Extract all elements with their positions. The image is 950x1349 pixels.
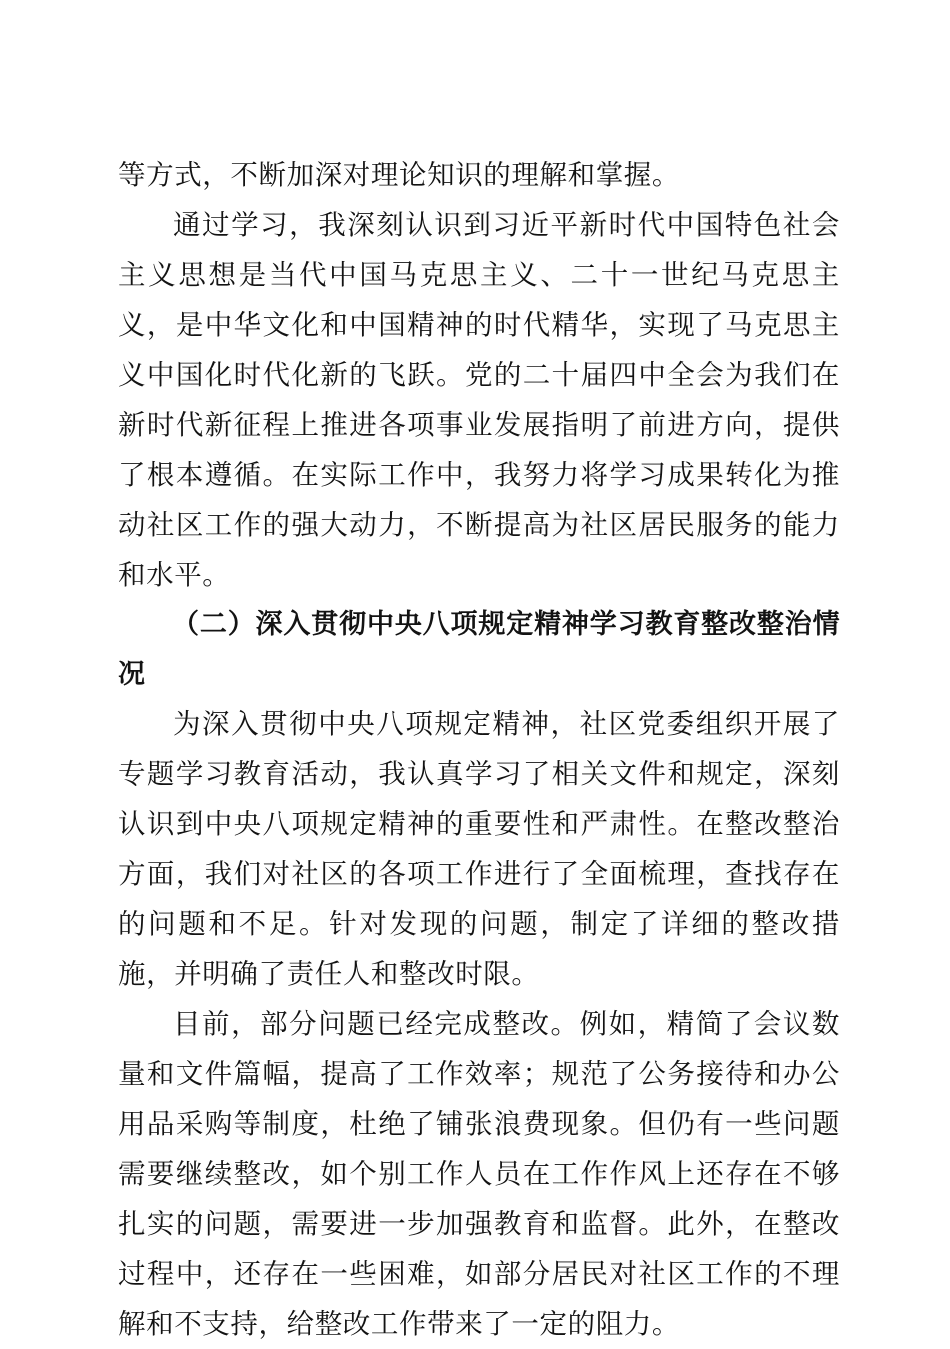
section-heading: （二）深入贯彻中央八项规定精神学习教育整改整治情况 [118,609,840,690]
paragraph: 目前，部分问题已经完成整改。例如，精简了会议数量和文件篇幅，提高了工作效率；规范了公务接待和办公用品采购等制度，杜绝了铺张浪费现象。但仍有一些问题需要继续整改，如个别工作人员在工作作风上还存在不够扎实的问题，需要进一步加强教育和监督。此外，在整改过程中，还存在一些困难，如部分居民对社区工作的不理解和不支持，给整改工作带来了一定的阻力。 [118,1007,840,1341]
paragraph: 为深入贯彻中央八项规定精神，社区党委组织开展了专题学习教育活动，我认真学习了相关文件和规定，深刻认识到中央八项规定精神的重要性和严肃性。在整改整治方面，我们对社区的各项工作进行了全面梳理，查找存在的问题和不足。针对发现的问题，制定了详细的整改措施，并明确了责任人和整改时限。 [118,707,840,990]
document-body [118,150,840,1349]
paragraph: 等方式，不断加深对理论知识的理解和掌握。 [118,159,680,191]
paragraph: 通过学习，我深刻认识到习近平新时代中国特色社会主义思想是当代中国马克思主义、二十一世纪马克思主义，是中华文化和中国精神的时代精华，实现了马克思主义中国化时代化新的飞跃。党的二十届四中全会为我们在新时代新征程上推进各项事业发展指明了前进方向，提供了根本遵循。在实际工作中，我努力将学习成果转化为推动社区工作的强大动力，不断提高为社区居民服务的能力和水平。 [118,209,840,592]
